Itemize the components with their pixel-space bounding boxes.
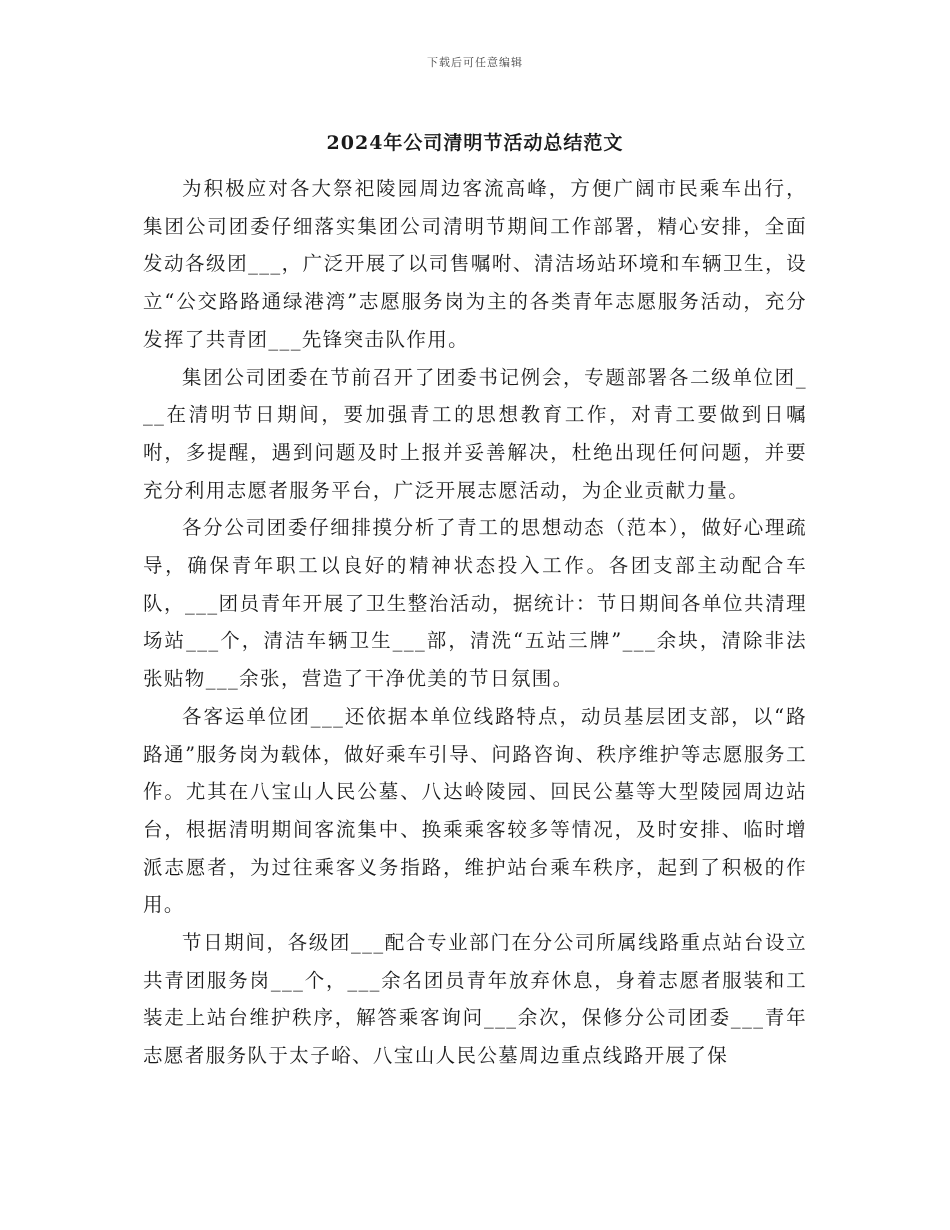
document-body [143, 170, 807, 1075]
paragraph-1: 为积极应对各大祭祀陵园周边客流高峰，方便广阔市民乘车出行，集团公司团委仔细落实集团公司清明节期间工作部署，精心安排，全面发动各级团___，广泛开展了以司售嘱咐、清洁场站环境和车辆卫生，设立“公交路路通绿港湾”志愿服务岗为主的各类青年志愿服务活动，充分发挥了共青团___先锋突击队作用。 [143, 177, 807, 351]
paragraph-3: 各分公司团委仔细排摸分析了青工的思想动态（范本），做好心理疏导，确保青年职工以良好的精神状态投入工作。各团支部主动配合车队，___团员青年开展了卫生整治活动，据统计：节日期间各单位共清理场站___个，清洁车辆卫生___部，清洗“五站三牌”___余块，清除非法张贴物___余张，营造了干净优美的节日氛围。 [143, 516, 807, 691]
paragraph-4: 各客运单位团___还依据本单位线路特点，动员基层团支部，以“路路通”服务岗为载体，做好乘车引导、问路咨询、秩序维护等志愿服务工作。尤其在八宝山人民公墓、八达岭陵园、回民公墓等大型陵园周边站台，根据清明期间客流集中、换乘乘客较多等情况，及时安排、临时增派志愿者，为过往乘客义务指路，维护站台乘车秩序，起到了积极的作用。 [143, 704, 807, 917]
paragraph-2: 集团公司团委在节前召开了团委书记例会，专题部署各二级单位团___在清明节日期间，要加强青工的思想教育工作，对青工要做到日嘱咐，多提醒，遇到问题及时上报并妥善解决，杜绝出现任何问题，并要充分利用志愿者服务平台，广泛开展志愿活动，为企业贡献力量。 [143, 365, 807, 502]
page-header-note: 下载后可任意编辑 [427, 56, 523, 69]
paragraph-5: 节日期间，各级团___配合专业部门在分公司所属线路重点站台设立共青团服务岗___个，___余名团员青年放弃休息，身着志愿者服装和工装走上站台维护秩序，解答乘客询问___余次，保修分公司团委___青年志愿者服务队于太子峪、八宝山人民公墓周边重点线路开展了保 [143, 931, 807, 1068]
document-title: 2024年公司清明节活动总结范文 [326, 132, 624, 154]
